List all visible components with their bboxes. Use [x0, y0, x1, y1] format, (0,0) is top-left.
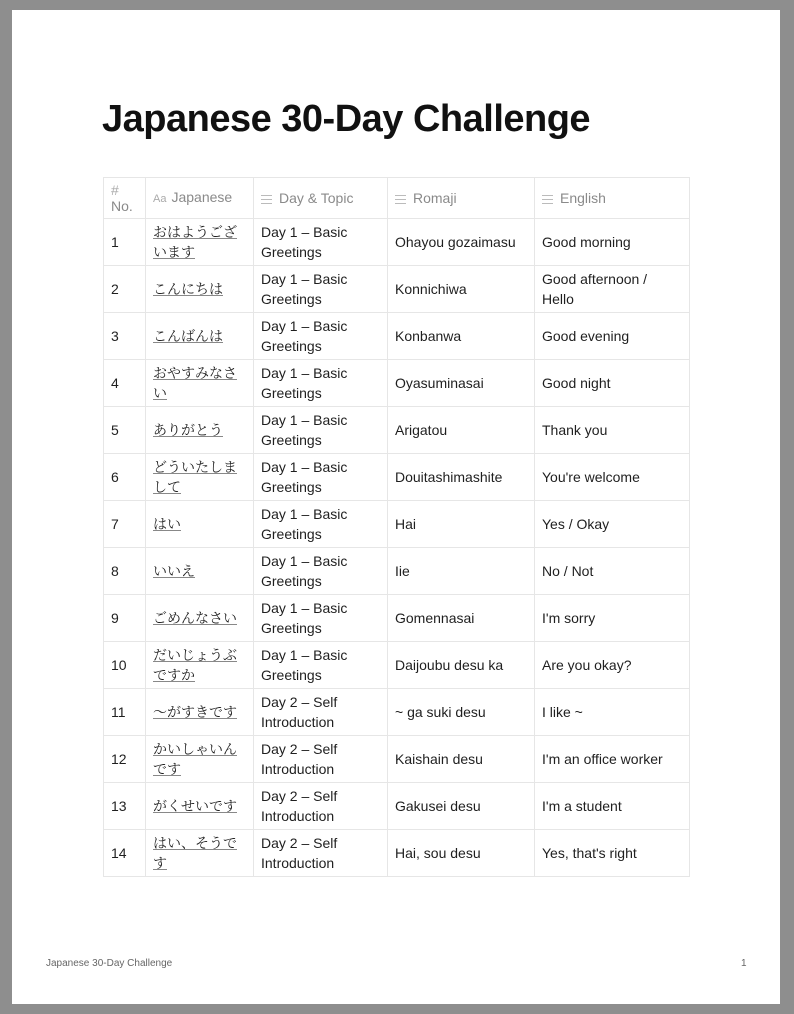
romaji-text: Gakusei desu	[395, 798, 481, 814]
cell-english	[535, 407, 690, 454]
cell-romaji	[388, 689, 535, 736]
cell-romaji	[388, 360, 535, 407]
english-text: Yes, that's right	[542, 845, 637, 861]
english-text: Good evening	[542, 328, 630, 344]
cell-japanese-link[interactable]	[146, 454, 254, 501]
table-row	[104, 407, 690, 454]
table-row	[104, 219, 690, 266]
no-text: 7	[111, 516, 119, 532]
romaji-text: Konnichiwa	[395, 281, 467, 297]
cell-topic	[254, 689, 388, 736]
cell-no	[104, 266, 146, 313]
cell-romaji	[388, 454, 535, 501]
cell-english	[535, 642, 690, 689]
english-text: Thank you	[542, 422, 608, 438]
romaji-text: ~ ga suki desu	[395, 704, 486, 720]
header-topic: Day & Topic	[254, 178, 388, 219]
cell-topic	[254, 360, 388, 407]
cell-no	[104, 642, 146, 689]
cell-japanese-link[interactable]	[146, 501, 254, 548]
cell-english	[535, 266, 690, 313]
cell-topic	[254, 783, 388, 830]
no-text: 9	[111, 610, 119, 626]
table-row	[104, 783, 690, 830]
no-text: 5	[111, 422, 119, 438]
topic-text: Day 1 – Basic Greetings	[261, 318, 348, 354]
no-text: 4	[111, 375, 119, 391]
english-text: I'm a student	[542, 798, 622, 814]
english-text: I'm an office worker	[542, 751, 663, 767]
japanese-text[interactable]: ごめんなさい	[153, 610, 237, 626]
cell-topic	[254, 595, 388, 642]
japanese-text[interactable]: はい	[153, 516, 181, 532]
text-lines-icon	[395, 195, 406, 204]
cell-japanese-link[interactable]	[146, 783, 254, 830]
no-text: 12	[111, 751, 127, 767]
table-row	[104, 689, 690, 736]
topic-text: Day 1 – Basic Greetings	[261, 553, 348, 589]
cell-romaji	[388, 548, 535, 595]
table-row	[104, 595, 690, 642]
japanese-text[interactable]: おはようございます	[153, 224, 237, 260]
cell-romaji	[388, 266, 535, 313]
cell-japanese-link[interactable]	[146, 313, 254, 360]
table-row	[104, 501, 690, 548]
cell-no	[104, 454, 146, 501]
romaji-text: Daijoubu desu ka	[395, 657, 504, 673]
romaji-text: Douitashimashite	[395, 469, 503, 485]
table-row	[104, 548, 690, 595]
cell-japanese-link[interactable]	[146, 830, 254, 877]
cell-japanese-link[interactable]	[146, 407, 254, 454]
header-japanese: Aa Japanese	[146, 178, 254, 219]
topic-text: Day 1 – Basic Greetings	[261, 506, 348, 542]
topic-text: Day 1 – Basic Greetings	[261, 365, 348, 401]
no-text: 11	[111, 704, 126, 720]
page-number: 1	[741, 958, 747, 969]
romaji-text: Arigatou	[395, 422, 448, 438]
vocab-table	[103, 177, 690, 877]
japanese-text[interactable]: かいしゃいんです	[153, 741, 237, 777]
cell-no	[104, 360, 146, 407]
topic-text: Day 1 – Basic Greetings	[261, 647, 348, 683]
english-text: Yes / Okay	[542, 516, 610, 532]
header-english: English	[535, 178, 690, 219]
cell-no	[104, 548, 146, 595]
topic-text: Day 1 – Basic Greetings	[261, 271, 348, 307]
cell-topic	[254, 830, 388, 877]
japanese-text[interactable]: はい、そうです	[153, 835, 237, 871]
japanese-text[interactable]: だいじょうぶですか	[153, 647, 237, 683]
cell-japanese-link[interactable]	[146, 219, 254, 266]
japanese-text[interactable]: こんにちは	[153, 281, 223, 297]
cell-english	[535, 360, 690, 407]
cell-topic	[254, 642, 388, 689]
topic-text: Day 1 – Basic Greetings	[261, 459, 348, 495]
no-text: 14	[111, 845, 127, 861]
romaji-text: Konbanwa	[395, 328, 462, 344]
cell-topic	[254, 736, 388, 783]
cell-romaji	[388, 736, 535, 783]
japanese-text[interactable]: おやすみなさい	[153, 365, 237, 401]
romaji-text: Oyasuminasai	[395, 375, 484, 391]
cell-topic	[254, 548, 388, 595]
topic-text: Day 2 – Self Introduction	[261, 835, 338, 871]
cell-japanese-link[interactable]	[146, 266, 254, 313]
cell-topic	[254, 266, 388, 313]
no-text: 2	[111, 281, 119, 297]
english-text: Good night	[542, 375, 611, 391]
cell-no	[104, 736, 146, 783]
japanese-text[interactable]: こんばんは	[153, 328, 223, 344]
romaji-text: Hai	[395, 516, 417, 532]
english-text: No / Not	[542, 563, 594, 579]
table-row	[104, 642, 690, 689]
cell-no	[104, 501, 146, 548]
cell-english	[535, 783, 690, 830]
cell-japanese-link[interactable]	[146, 642, 254, 689]
cell-romaji	[388, 501, 535, 548]
table-row	[104, 830, 690, 877]
english-text: Good afternoon / Hello	[542, 271, 648, 307]
cell-no	[104, 595, 146, 642]
cell-topic	[254, 454, 388, 501]
cell-japanese-link[interactable]	[146, 595, 254, 642]
romaji-text: Gomennasai	[395, 610, 475, 626]
header-no: # No.	[104, 178, 146, 219]
cell-romaji	[388, 642, 535, 689]
cell-no	[104, 783, 146, 830]
cell-topic	[254, 501, 388, 548]
cell-english	[535, 501, 690, 548]
japanese-text[interactable]: どういたしまして	[153, 459, 237, 495]
no-text: 1	[111, 234, 119, 250]
cell-romaji	[388, 219, 535, 266]
romaji-text: Ohayou gozaimasu	[395, 234, 516, 250]
cell-english	[535, 313, 690, 360]
table-row	[104, 360, 690, 407]
cell-topic	[254, 313, 388, 360]
header-romaji: Romaji	[388, 178, 535, 219]
cell-no	[104, 407, 146, 454]
cell-english	[535, 219, 690, 266]
table-row	[104, 736, 690, 783]
topic-text: Day 1 – Basic Greetings	[261, 600, 348, 636]
english-text: I like ~	[542, 704, 583, 720]
cell-english	[535, 548, 690, 595]
cell-english	[535, 736, 690, 783]
english-text: I'm sorry	[542, 610, 596, 626]
text-lines-icon	[542, 195, 553, 204]
no-text: 13	[111, 798, 127, 814]
cell-english	[535, 830, 690, 877]
document-page	[12, 10, 780, 1004]
cell-japanese-link[interactable]	[146, 736, 254, 783]
hash-icon: #	[111, 182, 119, 198]
no-text: 3	[111, 328, 119, 344]
text-lines-icon	[261, 195, 272, 204]
romaji-text: Iie	[395, 563, 410, 579]
page-title: Japanese 30-Day Challenge	[102, 98, 591, 140]
cell-topic	[254, 407, 388, 454]
table-row	[104, 313, 690, 360]
japanese-text[interactable]: ありがとう	[153, 422, 223, 438]
cell-no	[104, 689, 146, 736]
romaji-text: Hai, sou desu	[395, 845, 481, 861]
topic-text: Day 2 – Self Introduction	[261, 694, 338, 730]
no-text: 6	[111, 469, 119, 485]
table-row	[104, 266, 690, 313]
cell-no	[104, 830, 146, 877]
japanese-text[interactable]: がくせいです	[153, 798, 237, 814]
no-text: 8	[111, 563, 119, 579]
cell-english	[535, 689, 690, 736]
cell-no	[104, 313, 146, 360]
japanese-text[interactable]: いいえ	[153, 563, 195, 579]
romaji-text: Kaishain desu	[395, 751, 483, 767]
english-text: You're welcome	[542, 469, 640, 485]
text-property-icon: Aa	[153, 193, 167, 205]
japanese-text[interactable]: 〜がすきです	[153, 704, 237, 720]
cell-english	[535, 595, 690, 642]
topic-text: Day 1 – Basic Greetings	[261, 412, 348, 448]
english-text: Are you okay?	[542, 657, 632, 673]
cell-romaji	[388, 313, 535, 360]
cell-japanese-link[interactable]	[146, 689, 254, 736]
cell-english	[535, 454, 690, 501]
cell-romaji	[388, 830, 535, 877]
topic-text: Day 1 – Basic Greetings	[261, 224, 348, 260]
cell-romaji	[388, 595, 535, 642]
topic-text: Day 2 – Self Introduction	[261, 788, 338, 824]
table-header-row	[104, 178, 690, 219]
english-text: Good morning	[542, 234, 631, 250]
no-text: 10	[111, 657, 127, 673]
cell-japanese-link[interactable]	[146, 360, 254, 407]
footer-title: Japanese 30-Day Challenge	[46, 958, 173, 969]
cell-no	[104, 219, 146, 266]
table-row	[104, 454, 690, 501]
cell-topic	[254, 219, 388, 266]
cell-romaji	[388, 783, 535, 830]
cell-romaji	[388, 407, 535, 454]
topic-text: Day 2 – Self Introduction	[261, 741, 338, 777]
cell-japanese-link[interactable]	[146, 548, 254, 595]
